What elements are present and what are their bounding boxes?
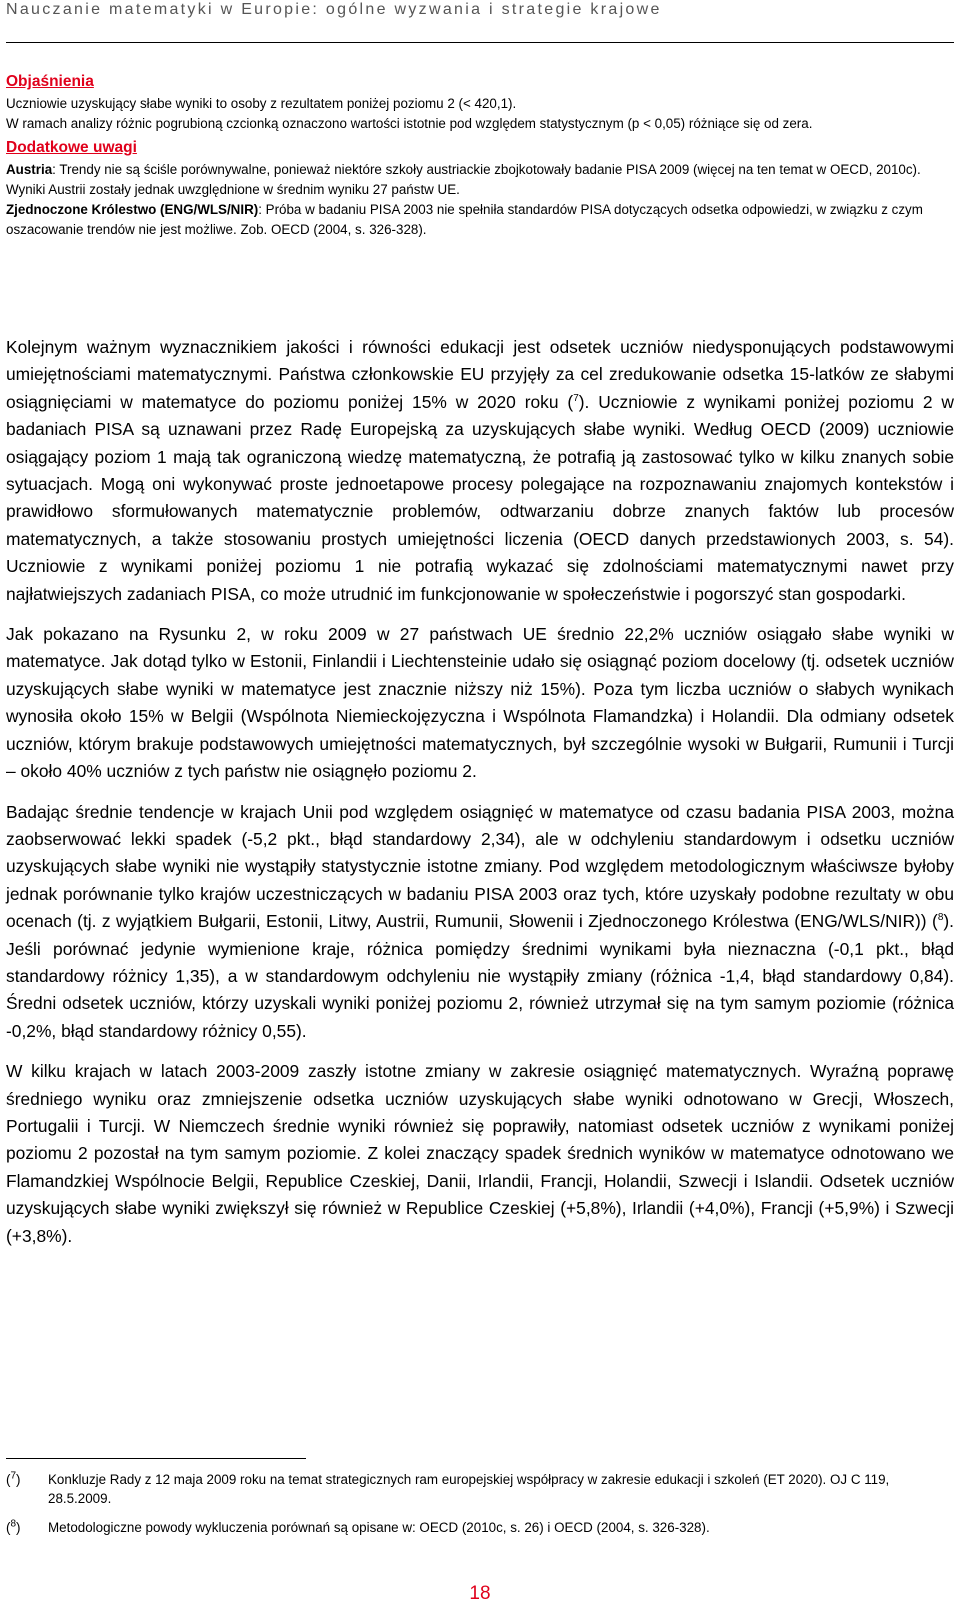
paragraph-2: Jak pokazano na Rysunku 2, w roku 2009 w 27 państwach UE średnio 22,2% uczniów osiągało słabe wyniki w matematyce. Jak dotąd tylko w Estonii, Finlandii i Liechtensteinie udało się osiągnąć poziom docelowy (tj. odsetek uczniów uzyskujących słabe wyniki w matematyce jest znacznie niższy niż 15%). Poza tym liczba uczniów o słabych wynikach wynosiła około 15% w Belgii (Wspólnota Niemieckojęzyczna i Wspólnota Flamandzka) i Holandii. Dla odmiany odsetek uczniów, którym brakuje podstawowych umiejętności matematycznych, był szczególnie wysoki w Bułgarii, Rumunii i Turcji – około 40% uczniów z tych państw nie osiągnęło poziomu 2.	[6, 624, 954, 782]
uk-label: Zjednoczone Królestwo (ENG/WLS/NIR)	[6, 202, 259, 217]
footnote-ref-8[interactable]: 8	[937, 912, 944, 924]
austria-text: : Trendy nie są ściśle porównywalne, ponieważ niektóre szkoły austriackie zbojkotowały badanie PISA 2009 (więcej na ten temat w OECD, 2010c). Wyniki Austrii zostały jednak uwzględnione w średnim wyniku 27 państw UE.	[6, 162, 921, 197]
austria-note	[6, 160, 954, 200]
uk-note	[6, 200, 954, 240]
paragraph-1-part-b: ). Uczniowie z wynikami poniżej poziomu 2 w badaniach PISA są uznawani przez Radę Europejską za uzyskujących słabe wyniki. Według OECD (2009) uczniowie osiągający poziom 1 mają tak ograniczoną wiedzę matematyczną, że potrafią ją zastosować tylko w kilku znanych sobie sytuacjach. Mogą oni wykonywać proste jednoetapowe procesy polegające na rozpoznawaniu znajomych kontekstów i prawidłowo sformułowanych matematycznie problemów, odtwarzaniu dobrze znanych faktów lub procesów matematycznych, a także stosowaniu prostych umiejętności liczenia (OECD danych przedstawionych 2003, s. 54). Uczniowie z wynikami poniżej poziomu 1 nie potrafią wykazać się zdolnościami matematycznymi nawet przy najłatwiejszych zadaniach PISA, co może utrudnić im funkcjonowanie w społeczeństwie i pogorszyć stan gospodarki.	[6, 391, 954, 604]
footnote-text: Konkluzje Rady z 12 maja 2009 roku na temat strategicznych ram europejskiej współpracy w zakresie edukacji i szkoleń (ET 2020). OJ C 119, 28.5.2009.	[48, 1472, 890, 1506]
notes-section	[6, 70, 954, 240]
paragraph-4: W kilku krajach w latach 2003-2009 zaszły istotne zmiany w zakresie osiągnięć matematycznych. Wyraźną poprawę średniego wyniku oraz zmniejszenie odsetka uczniów uzyskujących słabe wyniki odnotowano w Grecji, Włoszech, Portugalii i Turcji. W Niemczech średnie wyniki również się poprawiły, natomiast odsetek uczniów z wynikami poniżej poziomu 2 pozostał na tym samym poziomie. Z kolei znaczący spadek średnich wyników w matematyce odnotowano we Flamandzkiej Wspólnocie Belgii, Republice Czeskiej, Danii, Irlandii, Francji, Holandii, Szwecji i Islandii. Odsetek uczniów uzyskujących słabe wyniki zwiększył się również w Republice Czeskiej (+5,8%), Irlandii (+4,0%), Francji (+5,9%) i Szwecji (+3,8%).	[6, 1061, 954, 1246]
paragraph-3-part-b: ). Jeśli porównać jedynie wymienione kraje, różnica pomiędzy średnimi wynikami była nieznaczna (-0,1 pkt., błąd standardowy różnicy 1,35), a w standardowym odchyleniu nie wystąpiły zmiany (różnica -1,4, błąd standardowy 0,84). Średni odsetek uczniów, którzy uzyskali wyniki poniżej poziomu 2, również utrzymał się na tym samym poziomie (różnica -0,2%, błąd standardowy różnicy 0,55).	[6, 911, 954, 1041]
footnote-divider	[6, 1458, 306, 1459]
footnote-number: ($^7$)	[6, 1470, 21, 1487]
footnote-ref-7[interactable]: 7	[573, 393, 579, 405]
austria-label: Austria	[6, 162, 53, 177]
footnotes-section	[6, 1470, 954, 1547]
extra-notes-heading: Dodatkowe uwagi	[6, 139, 137, 156]
paragraph-3	[6, 799, 954, 1046]
explanation-item: W ramach analizy różnic pogrubioną czcionką oznaczono wartości istotnie pod względem statystycznym (p < 0,05) różniące się od zera.	[6, 116, 813, 131]
explanations-heading: Objaśnienia	[6, 73, 94, 90]
footnote-text: Metodologiczne powody wykluczenia porównań są opisane w: OECD (2010c, s. 26) i OECD (2004, s. 326-328).	[48, 1520, 710, 1535]
running-header-title: Nauczanie matematyki w Europie: ogólne wyzwania i strategie krajowe	[6, 1, 662, 18]
footnote-8	[6, 1518, 954, 1537]
paragraph-3-part-a: Badając średnie tendencje w krajach Unii pod względem osiągnięć w matematyce od czasu badania PISA 2003, można zaobserwować lekki spadek (-5,2 pkt., błąd standardowy 2,34), ale w odchyleniu standardowym i odsetku uczniów uzyskujących słabe wyniki nie wystąpiły statystycznie istotne zmiany. Pod względem metodologicznym właściwsze byłoby jednak porównanie tylko krajów uczestniczących w badaniu PISA 2003 oraz tych, które uzyskały podobne rezultaty w obu ocenach (tj. z wyjątkiem Bułgarii, Estonii, Litwy, Austrii, Rumunii, Słowenii i Zjednoczonego Królestwa (ENG/WLS/NIR)) (	[6, 801, 954, 932]
uk-text: : Próba w badaniu PISA 2003 nie spełniła standardów PISA dotyczących odsetka odpowiedzi, w związku z czym oszacowanie trendów nie jest możliwe. Zob. OECD (2004, s. 326-328).	[6, 202, 923, 237]
running-header	[6, 0, 954, 43]
paragraph-1	[6, 334, 954, 608]
page-number: 18	[469, 1583, 491, 1604]
main-text	[6, 334, 954, 1263]
explanation-item: Uczniowie uzyskujący słabe wyniki to osoby z rezultatem poniżej poziomu 2 (< 420,1).	[6, 96, 517, 111]
paragraph-1-part-a: Kolejnym ważnym wyznacznikiem jakości i równości edukacji jest odsetek uczniów niedysponujących podstawowymi umiejętnościami matematycznymi. Państwa członkowskie EU przyjęły za cel zredukowanie odsetka 15-latków ze słabymi osiągnięciami w matematyce do poziomu poniżej 15% w 2020 roku (	[6, 337, 954, 412]
footnote-number: ($^8$)	[6, 1518, 21, 1535]
footnote-7	[6, 1470, 954, 1508]
